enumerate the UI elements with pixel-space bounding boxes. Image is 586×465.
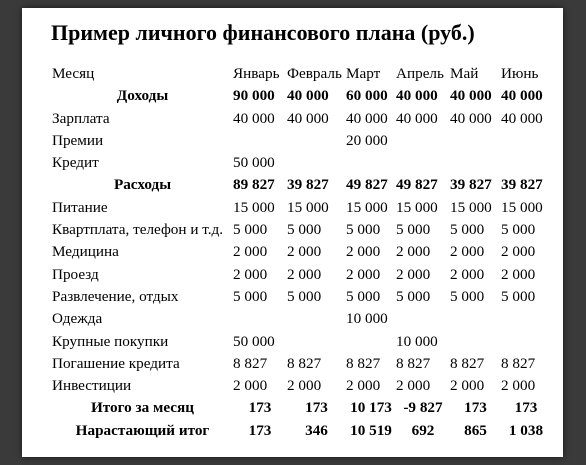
cell: 40 000: [346, 109, 388, 127]
finance-plan-table: [52, 63, 551, 442]
cell: 5 000: [396, 287, 431, 305]
cell: 1 038: [508, 421, 544, 439]
table-row: [52, 152, 551, 174]
row-label: Итого за месяц: [90, 399, 195, 417]
month-header: Март: [346, 65, 381, 82]
table-row: [52, 197, 551, 219]
cell: 50 000: [233, 332, 275, 350]
cell: 10 173: [350, 399, 392, 417]
cell: 60 000: [346, 87, 388, 105]
row-label: Питание: [52, 198, 108, 216]
row-label: Расходы: [113, 176, 172, 194]
cell: 40 000: [233, 109, 275, 127]
cell: 2 000: [233, 243, 268, 261]
cell: [287, 130, 346, 152]
row-label: Кредит: [52, 154, 99, 172]
cell: 5 000: [346, 221, 381, 239]
cell: 2 000: [501, 377, 536, 395]
row-label: Медицина: [52, 243, 119, 261]
row-label: Проезд: [52, 265, 99, 283]
row-label: Квартплата, телефон и т.д.: [52, 221, 224, 239]
cell: 2 000: [287, 243, 322, 261]
cell: [450, 308, 501, 330]
cell: 10 000: [396, 332, 438, 350]
row-label: Нарастающий итог: [75, 421, 210, 439]
cell: [287, 331, 346, 353]
cell: [287, 308, 346, 330]
cell: 50 000: [233, 154, 275, 172]
cell: 40 000: [501, 87, 543, 105]
cell: 8 827: [501, 354, 536, 372]
header-row: [52, 63, 551, 85]
cell: 173: [248, 399, 272, 417]
income-section-row: [52, 85, 551, 107]
cell: 15 000: [396, 198, 438, 216]
cell: 89 827: [233, 176, 275, 194]
table-row: [52, 286, 551, 308]
cell: [396, 152, 450, 174]
table-row: [52, 241, 551, 263]
table-row: [52, 308, 551, 330]
monthly-total-row: [52, 397, 551, 419]
cell: 15 000: [346, 198, 388, 216]
cell: [396, 308, 450, 330]
row-label: Погашение кредита: [52, 354, 180, 372]
cell: 5 000: [287, 221, 322, 239]
month-header: Январь: [233, 65, 280, 82]
cell: [396, 130, 450, 152]
row-label: Зарплата: [52, 109, 110, 127]
table-row: [52, 331, 551, 353]
cell: 2 000: [450, 243, 485, 261]
document-page: [22, 8, 563, 457]
row-label: Инвестиции: [52, 377, 132, 395]
cell: 2 000: [346, 377, 381, 395]
cell: -9 827: [403, 399, 443, 417]
cell: 5 000: [450, 287, 485, 305]
cell: 49 827: [396, 176, 438, 194]
cell: [501, 130, 551, 152]
cell: [233, 130, 287, 152]
cell: 5 000: [396, 221, 431, 239]
cell: 2 000: [346, 243, 381, 261]
cell: 5 000: [233, 221, 268, 239]
cell: 40 000: [287, 109, 329, 127]
cell: 40 000: [396, 109, 438, 127]
cell: 173: [305, 399, 328, 417]
cell: 40 000: [450, 87, 492, 105]
cell: 5 000: [233, 287, 268, 305]
cell: 40 000: [450, 109, 492, 127]
cell: [346, 152, 396, 174]
cell: [450, 152, 501, 174]
cell: 2 000: [501, 265, 536, 283]
cell: 2 000: [450, 265, 485, 283]
cell: 2 000: [450, 377, 485, 395]
cell: 39 827: [287, 176, 329, 194]
cell: 10 000: [346, 310, 388, 328]
cell: 692: [411, 421, 435, 439]
cell: [287, 152, 346, 174]
cell: 39 827: [450, 176, 492, 194]
cell: 40 000: [396, 87, 438, 105]
cell: 15 000: [501, 198, 543, 216]
table-row: [52, 353, 551, 375]
cell: 8 827: [396, 354, 431, 372]
cell: 2 000: [233, 377, 268, 395]
cell: 5 000: [287, 287, 322, 305]
cell: 5 000: [501, 287, 536, 305]
cell: [450, 130, 501, 152]
month-header: Февраль: [287, 65, 342, 82]
cell: 2 000: [396, 243, 431, 261]
cell: [501, 152, 551, 174]
cell: 15 000: [450, 198, 492, 216]
table-row: [52, 108, 551, 130]
cell: 20 000: [346, 131, 388, 149]
cell: 10 519: [350, 421, 392, 439]
row-label: Одежда: [52, 310, 103, 328]
cumulative-total-row: [52, 420, 551, 442]
cell: 2 000: [287, 265, 322, 283]
row-label: Крупные покупки: [52, 332, 169, 350]
cell: 5 000: [501, 221, 536, 239]
cell: 8 827: [450, 354, 485, 372]
month-header: Июнь: [501, 65, 539, 82]
cell: 173: [464, 399, 487, 417]
cell: 2 000: [233, 265, 268, 283]
cell: 8 827: [346, 354, 381, 372]
row-label: Развлечение, отдых: [52, 287, 179, 305]
header-label: Месяц: [52, 65, 95, 82]
cell: 2 000: [396, 265, 431, 283]
cell: 40 000: [501, 109, 543, 127]
month-header: Апрель: [396, 65, 444, 82]
cell: 173: [248, 421, 272, 439]
cell: 865: [464, 421, 487, 439]
cell: 5 000: [450, 221, 485, 239]
cell: 49 827: [346, 176, 388, 194]
cell: [233, 308, 287, 330]
cell: 15 000: [287, 198, 329, 216]
month-header: Май: [450, 65, 479, 82]
cell: 90 000: [233, 87, 275, 105]
table-row: [52, 130, 551, 152]
cell: 2 000: [346, 265, 381, 283]
cell: 8 827: [233, 354, 268, 372]
cell: [346, 331, 396, 353]
table-row: [52, 375, 551, 397]
cell: 173: [514, 399, 538, 417]
cell: 40 000: [287, 87, 329, 105]
row-label: Премии: [52, 131, 104, 149]
cell: 2 000: [501, 243, 536, 261]
document-title: Пример личного финансового плана (руб.): [51, 20, 475, 45]
cell: 15 000: [233, 198, 275, 216]
table-row: [52, 219, 551, 241]
expenses-section-row: [52, 174, 551, 196]
cell: 346: [305, 421, 328, 439]
cell: [450, 331, 501, 353]
cell: 8 827: [287, 354, 322, 372]
cell: 2 000: [287, 377, 322, 395]
cell: 5 000: [346, 287, 381, 305]
cell: 2 000: [396, 377, 431, 395]
cell: 39 827: [501, 176, 543, 194]
row-label: Доходы: [116, 87, 169, 105]
cell: [501, 331, 551, 353]
table-row: [52, 264, 551, 286]
cell: [501, 308, 551, 330]
